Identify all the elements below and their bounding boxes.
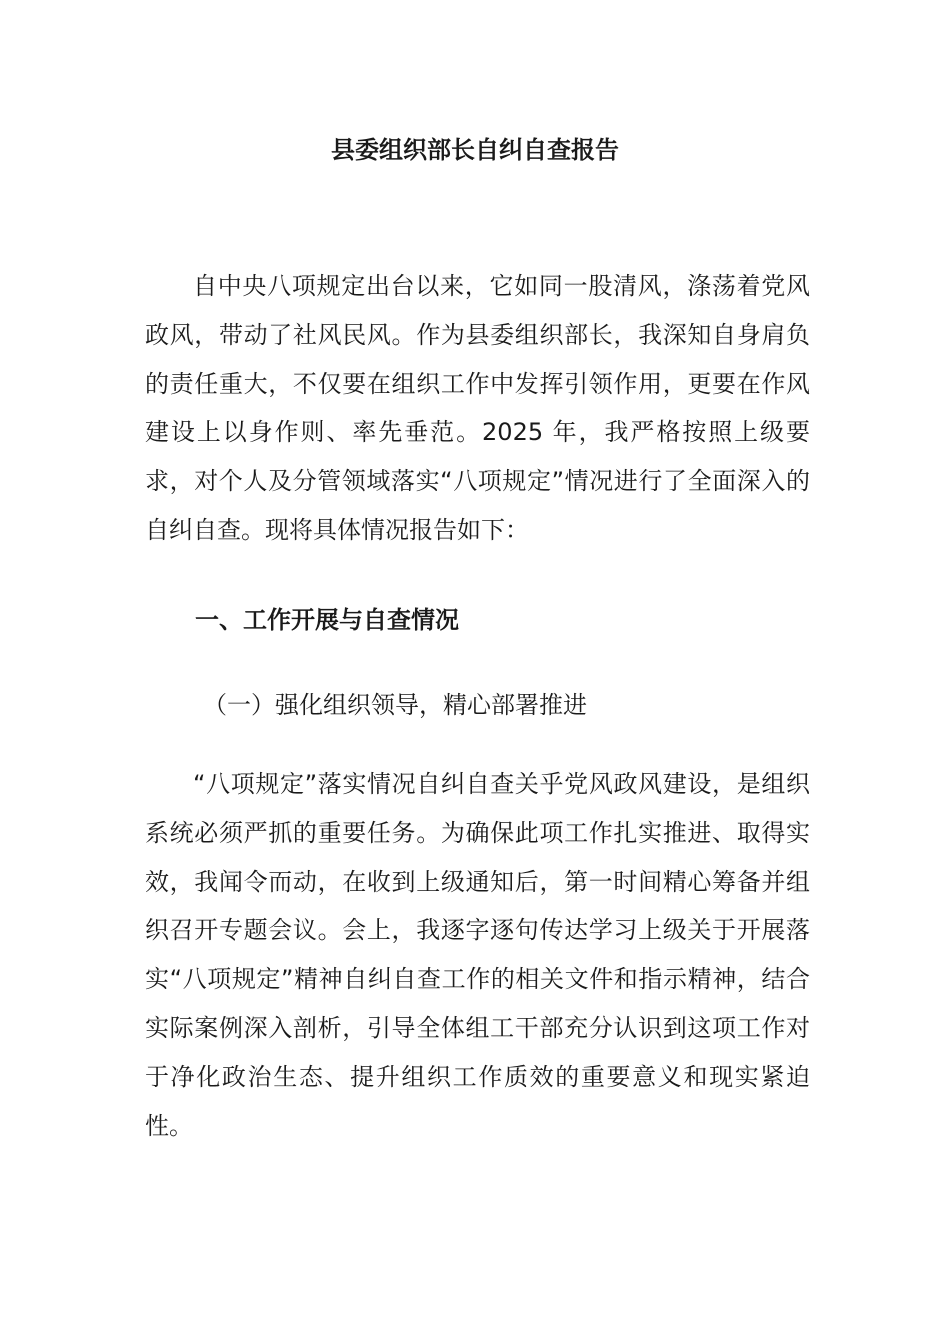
subsection-heading: （一）强化组织领导，精心部署推进 — [203, 691, 587, 719]
intro-paragraph: 自中央八项规定出台以来，它如同一股清风，涤荡着党风政风，带动了社风民风。作为县委组织部长，我深知自身肩负的责任重大，不仅要在组织工作中发挥引领作用，更要在作风建设上以身作则、率先垂范。2025 年，我严格按照上级要求，对个人及分管领域落实“八项规定”情况进行了全面深入的自纠自查。现将具体情况报告如下： — [145, 272, 810, 544]
section-heading: 一、工作开展与自查情况 — [195, 606, 459, 634]
document-title: 县委组织部长自纠自查报告 — [331, 136, 619, 164]
subsection-paragraph: “八项规定”落实情况自纠自查关乎党风政风建设，是组织系统必须严抓的重要任务。为确保此项工作扎实推进、取得实效，我闻令而动，在收到上级通知后，第一时间精心筹备并组织召开专题会议。会上，我逐字逐句传达学习上级关于开展落实“八项规定”精神自纠自查工作的相关文件和指示精神，结合实际案例深入剖析，引导全体组工干部充分认识到这项工作对于净化政治生态、提升组织工作质效的重要意义和现实紧迫性。 — [145, 770, 810, 1140]
